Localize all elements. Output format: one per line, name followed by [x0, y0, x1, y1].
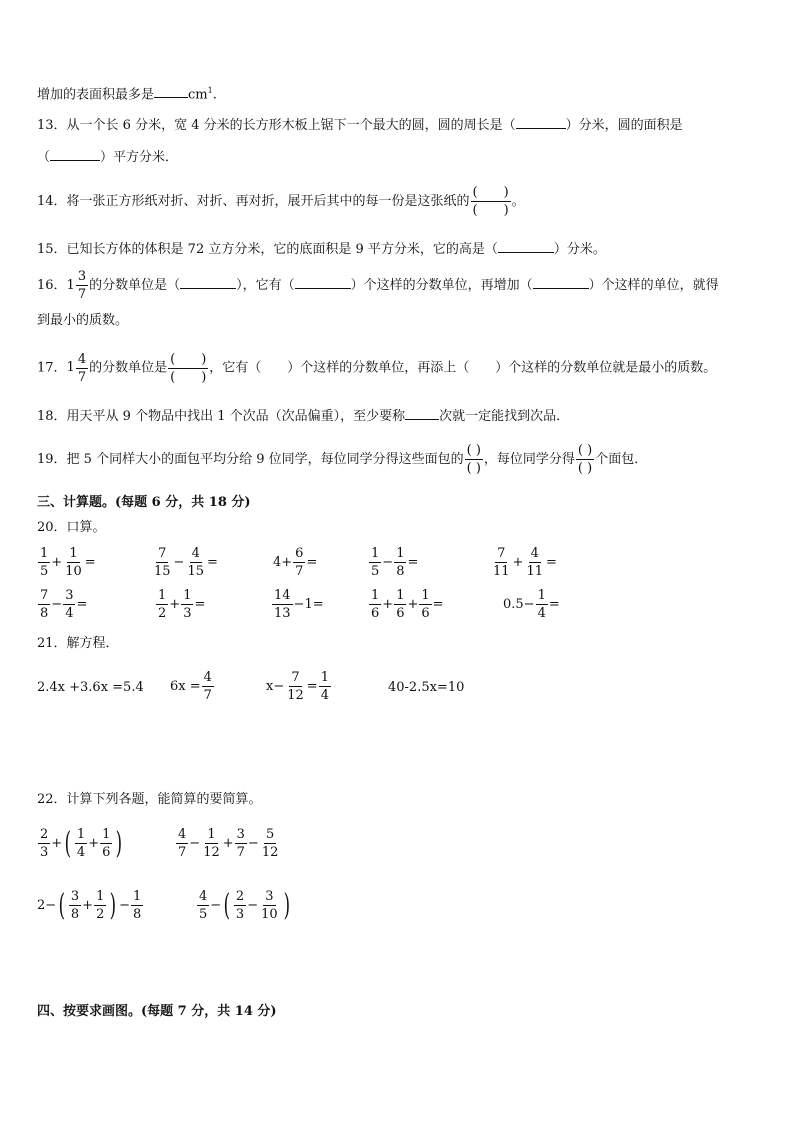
numerator: 4: [178, 827, 187, 842]
numerator: 5: [265, 827, 275, 842]
operator: +: [382, 597, 394, 612]
equals: =: [207, 555, 218, 570]
denominator: 6: [421, 606, 430, 621]
expr-b: [175, 826, 281, 861]
q18-text-b: 次就一定能找到次品．: [439, 409, 570, 424]
numerator: 2: [40, 827, 49, 842]
denominator: 4: [537, 606, 546, 621]
oral-item: [37, 587, 87, 622]
fraction-blank[interactable]: [465, 442, 483, 477]
prefix: x−: [266, 679, 285, 694]
denominator: 12: [203, 845, 220, 860]
q14-text: 14．将一张正方形纸对折、对折、再对折，展开后其中的每一份是这张纸的: [37, 194, 470, 209]
equals: =: [194, 597, 206, 612]
q16-text-c: ），它有（: [236, 278, 295, 293]
operator: +: [51, 836, 63, 851]
numerator: 7: [40, 588, 49, 603]
numerator: 3: [236, 827, 245, 842]
answer-blank[interactable]: [533, 276, 589, 289]
unit: cm: [188, 87, 208, 103]
denominator: 4: [320, 688, 329, 703]
denominator: ( ): [577, 461, 593, 476]
fraction: [76, 268, 88, 303]
numerator: 1: [132, 889, 142, 904]
q16-text-b: 的分数单位是（: [89, 278, 181, 293]
text: 增加的表面积最多是: [37, 87, 155, 103]
equation-1: 2.4x +3.6x =5.4: [37, 680, 144, 695]
question-14: [37, 184, 525, 219]
mixed-whole: 1: [66, 277, 75, 293]
denominator: 3: [235, 907, 245, 922]
numerator: 1: [76, 827, 86, 842]
equation-3: [266, 669, 332, 704]
denominator: 2: [96, 907, 105, 922]
numerator: 3: [65, 588, 74, 603]
q19-text-c: 个面包．: [595, 452, 648, 467]
oral-item: [368, 545, 418, 580]
operator: +: [169, 597, 181, 612]
equals: =: [548, 597, 560, 612]
numerator: 1: [421, 588, 430, 603]
denominator: ( ): [472, 203, 509, 218]
answer-blank[interactable]: [154, 85, 188, 98]
oral-item: [368, 587, 444, 622]
denominator: 4: [65, 606, 74, 621]
q13-text-a: 13．从一个长 6 分米，宽 4 分米的长方形木板上锯下一个最大的圆，圆的周长是（: [37, 118, 516, 133]
denominator: 5: [371, 564, 380, 579]
numerator: 1: [158, 588, 167, 603]
numerator: 1: [371, 588, 380, 603]
equals: =: [84, 555, 96, 570]
expr-d: [196, 888, 292, 923]
operator: −: [210, 898, 222, 913]
q16-text-e: ）个这样的单位，就得: [588, 278, 719, 293]
denominator: 15: [154, 564, 171, 579]
q19-text-a: 19．把 5 个同样大小的面包平均分给 9 位同学，每位同学分得这些面包的: [37, 452, 464, 467]
denominator: 8: [40, 606, 49, 621]
denominator: 6: [396, 606, 405, 621]
q13-text-d: ）平方分米．: [100, 150, 179, 165]
numerator: 1: [396, 588, 405, 603]
prefix: 0.5−: [503, 597, 535, 612]
q16-num: 16．: [37, 278, 67, 293]
numerator: 4: [191, 546, 200, 561]
denominator: 13: [274, 606, 291, 621]
numerator: 1: [183, 588, 192, 603]
section-3-heading: 三、计算题。(每题 6 分，共 18 分): [37, 495, 251, 510]
denominator: 6: [102, 845, 111, 860]
denominator: 8: [70, 907, 80, 922]
denominator: 7: [295, 564, 304, 579]
question-22: 22．计算下列各题，能简算的要简算。: [37, 792, 262, 807]
denominator: 7: [77, 369, 87, 385]
numerator: 4: [530, 546, 539, 561]
numerator: 1: [69, 546, 78, 561]
fraction-blank[interactable]: [471, 184, 511, 219]
numerator: ( ): [472, 185, 509, 200]
operator: +: [51, 555, 63, 570]
numerator: 1: [207, 827, 216, 842]
q18-text-a: 18．用天平从 9 个物品中找出 1 个次品（次品偏重），至少要称: [37, 409, 406, 424]
q19-text-b: ，每位同学分得: [483, 452, 575, 467]
oral-item: [490, 545, 557, 580]
q13-text-c: （: [37, 150, 51, 165]
fraction: [76, 351, 88, 386]
q16-text-f: 到最小的质数。: [37, 313, 129, 328]
right-paren: ): [116, 825, 123, 861]
prefix: 2−: [37, 898, 57, 913]
numerator: 1: [102, 827, 111, 842]
unit-sup: 1: [207, 86, 213, 95]
left-paren: (: [58, 887, 66, 923]
numerator: 1: [320, 670, 329, 685]
question-18: [37, 407, 569, 425]
question-20: 20．口算。: [37, 520, 106, 535]
q16-text-d: ）个这样的分数单位，再增加（: [350, 278, 533, 293]
oral-item: [151, 545, 218, 580]
numerator: 1: [537, 588, 546, 603]
denominator: 11: [526, 564, 543, 579]
operator: −: [189, 836, 201, 851]
operator: −: [247, 898, 259, 913]
oral-item: [37, 545, 96, 580]
question-16-cont: [37, 313, 128, 329]
numerator: ( ): [466, 443, 481, 458]
oral-item: [503, 587, 560, 622]
question-13-cont: [37, 148, 178, 166]
tail: .: [212, 87, 217, 103]
denominator: 7: [178, 845, 187, 860]
denominator: 6: [371, 606, 380, 621]
numerator: 4: [199, 889, 208, 904]
q17-text-b: 的分数单位是: [89, 360, 168, 376]
operator: +: [407, 597, 419, 612]
equals: =: [76, 597, 88, 612]
equals: =: [306, 555, 318, 570]
numerator: 1: [396, 546, 405, 561]
numerator: 7: [497, 546, 506, 561]
expr-a: [37, 826, 125, 861]
operator: +: [222, 836, 234, 851]
numerator: 2: [235, 889, 245, 904]
left-paren: (: [223, 887, 231, 923]
denominator: 12: [287, 688, 304, 703]
q14-tail: 。: [511, 194, 525, 209]
denominator: 8: [396, 564, 405, 579]
equals: =: [407, 555, 419, 570]
answer-blank[interactable]: [295, 276, 351, 289]
fraction-blank[interactable]: [576, 442, 594, 477]
equals: =: [306, 679, 318, 694]
denominator: 2: [158, 606, 167, 621]
numerator: 1: [96, 889, 105, 904]
denominator: 3: [40, 845, 49, 860]
equation-2: [170, 669, 215, 704]
numerator: 6: [295, 546, 304, 561]
denominator: 10: [65, 564, 82, 579]
operator: −: [247, 836, 259, 851]
answer-blank[interactable]: [180, 276, 236, 289]
denominator: ( ): [466, 461, 481, 476]
denominator: 7: [236, 845, 245, 860]
oral-item: [155, 587, 205, 622]
numerator: 4: [203, 670, 212, 685]
right-paren: ): [283, 887, 290, 923]
operator: −: [119, 898, 130, 913]
numerator: ( ): [170, 351, 207, 367]
denominator: 15: [187, 564, 204, 579]
prefix: 4+: [273, 555, 293, 570]
answer-blank[interactable]: [50, 148, 100, 161]
denominator: 7: [203, 688, 212, 703]
fraction-blank[interactable]: [168, 351, 208, 386]
equation-4: 40-2.5x=10: [388, 680, 465, 695]
question-16: [37, 268, 719, 303]
q17-text-c: ，它有（ ）个这样的分数单位，再添上（ ）个这样的分数单位就是最小的质数。: [209, 360, 717, 376]
numerator: 3: [70, 889, 80, 904]
operator: −: [382, 555, 394, 570]
equals: −1=: [293, 597, 324, 612]
numerator: 1: [40, 546, 49, 561]
denominator: 10: [261, 907, 278, 922]
prefix: 6x =: [170, 679, 201, 694]
numerator: 7: [291, 670, 300, 685]
mixed-whole: 1: [66, 360, 75, 375]
denominator: 8: [132, 907, 142, 922]
question-15: [37, 240, 606, 258]
operator: +: [512, 555, 524, 570]
question-17: [37, 350, 716, 387]
denominator: 5: [199, 907, 208, 922]
q15-text-b: ）分米。: [553, 242, 606, 257]
question-19: [37, 440, 647, 480]
numerator: 3: [77, 269, 87, 284]
denominator: 5: [40, 564, 49, 579]
section-4-heading: 四、按要求画图。(每题 7 分，共 14 分): [37, 1004, 277, 1019]
question-13: [37, 116, 683, 134]
numerator: 14: [274, 588, 291, 603]
denominator: 12: [261, 845, 279, 860]
numerator: ( ): [577, 443, 593, 458]
denominator: 3: [183, 606, 192, 621]
q15-text-a: 15．已知长方体的体积是 72 立方分米，它的底面积是 9 平方分米，它的高是（: [37, 242, 498, 257]
line-surface-area: [37, 83, 217, 103]
numerator: 3: [265, 889, 274, 904]
equals: =: [432, 597, 444, 612]
question-21: 21．解方程．: [37, 636, 119, 651]
right-paren: ): [109, 887, 117, 923]
denominator: 4: [76, 845, 86, 860]
answer-blank[interactable]: [405, 407, 439, 420]
oral-item: [273, 545, 317, 580]
answer-blank[interactable]: [498, 240, 554, 253]
operator: −: [51, 597, 63, 612]
oral-item: [271, 587, 324, 622]
expr-c: [37, 888, 144, 923]
denominator: 7: [77, 287, 87, 302]
operator: +: [82, 898, 94, 913]
left-paren: (: [64, 825, 72, 861]
q17-num: 17．: [37, 360, 67, 376]
denominator: 11: [493, 564, 510, 579]
operator: −: [173, 555, 185, 570]
operator: +: [88, 836, 100, 851]
numerator: 1: [371, 546, 380, 561]
q13-text-b: ）分米，圆的面积是: [565, 118, 683, 133]
denominator: ( ): [170, 369, 207, 385]
equals: =: [546, 555, 557, 570]
numerator: 7: [158, 546, 167, 561]
numerator: 4: [77, 351, 87, 367]
answer-blank[interactable]: [516, 116, 566, 129]
